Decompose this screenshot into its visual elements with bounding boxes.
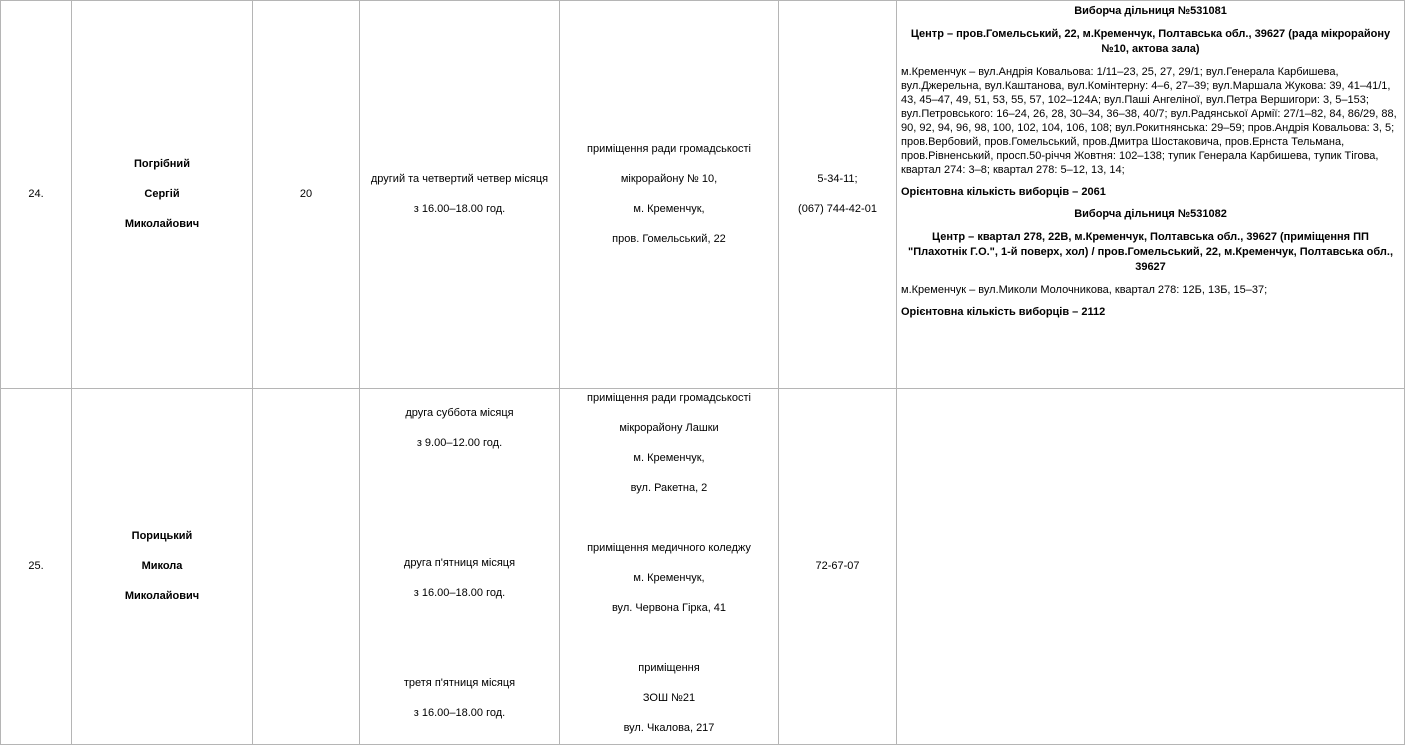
schedule-day: третя п'ятниця місяця — [403, 677, 516, 689]
voter-count: Орієнтовна кількість виборців – 2061 — [901, 186, 1106, 198]
place-line: приміщення — [638, 662, 700, 674]
station-addresses: м.Кременчук – вул.Миколи Молочникова, квартал 278: 12Б, 13Б, 15–37; — [901, 284, 1268, 296]
row-number-text: 24. — [28, 188, 44, 200]
station-center: Центр – квартал 278, 22В, м.Кременчук, Полтавська обл., 39627 (приміщення ПП "Плахотнік Г.О.", 1-й поверх, хол) / пров.Гомельський, 22, м.Кременчук, Полтавська обл., 39627 — [907, 231, 1394, 273]
row-number — [0, 0, 72, 389]
place-line: пров. Гомельський, 22 — [612, 233, 726, 245]
station-addresses: м.Кременчук – вул.Андрія Ковальова: 1/11–23, 25, 27, 29/1; вул.Генерала Карбишева, вул.Джерельна, вул.Каштанова, вул.Комінтерну: 4–6, 27–39; вул.Маршала Жукова: 39, 41–41/1, 43, 45–47, 49, 51, 53, 55, 57, 102–124А; вул.Паші Ангеліної, вул.Петра Вершигори: 3, 5–153; вул.Петровського: 16–24, 26, 28, 30–34, 36–38, 40/7; вул.Радянської Армії: 27/1–82, 84, 86/29, 88, 90, 92, 94, 96, 98, 100, 102, 104, 106, 108; вул.Рокитнянська: 29–59; пров.Андрія Ковальова: 3, 5; пров.Вербовий, пров.Гомельський, пров.Дмитра Шостаковича, пров.Ернста Тельмана, пров.Рівненський, просп.50-річчя Жовтня: 102–138; тупик Генерала Карбишева, тупик Тігова, квартал 274: 3–8; квартал 278: 5–12, 13, 14; — [901, 66, 1397, 176]
phone-number: (067) 744-42-01 — [798, 203, 877, 215]
row-number — [0, 388, 72, 745]
place-line: вул. Чкалова, 217 — [623, 722, 715, 734]
district-number — [252, 0, 360, 389]
first-name: Микола — [141, 560, 183, 572]
place-line: ЗОШ №21 — [642, 692, 696, 704]
surname: Погрібний — [134, 158, 190, 170]
deputy-name — [71, 0, 253, 389]
place-line: мікрорайону № 10, — [620, 173, 718, 185]
place-line: вул. Ракетна, 2 — [630, 482, 708, 494]
reception-schedule — [359, 388, 560, 745]
station-title: Виборча дільниця №531081 — [1074, 5, 1227, 17]
place-line: мікрорайону Лашки — [619, 422, 719, 434]
deputy-name — [71, 388, 253, 745]
schedule-day: друга суббота місяця — [405, 407, 514, 419]
district-number — [252, 388, 360, 745]
district-number-text: 20 — [299, 188, 313, 200]
schedule-time: з 16.00–18.00 год. — [413, 587, 506, 599]
patronymic: Миколайович — [124, 218, 200, 230]
phone-number: 72-67-07 — [815, 560, 860, 572]
schedule-time: з 16.00–18.00 год. — [413, 203, 506, 215]
place-line: м. Кременчук, — [633, 452, 705, 464]
place-line: м. Кременчук, — [633, 203, 705, 215]
place-line: приміщення медичного коледжу — [587, 542, 751, 554]
phone-cell — [778, 0, 897, 389]
reception-schedule — [359, 0, 560, 389]
first-name: Сергій — [144, 188, 180, 200]
station-title: Виборча дільниця №531082 — [1074, 208, 1227, 220]
schedule-day: другий та четвертий четвер місяця — [370, 173, 549, 185]
row-number-text: 25. — [28, 560, 44, 572]
place-line: приміщення ради громадськості — [587, 392, 751, 404]
polling-stations-info — [896, 388, 1405, 745]
surname: Порицький — [131, 530, 193, 542]
schedule-day: друга п'ятниця місяця — [403, 557, 516, 569]
patronymic: Миколайович — [124, 590, 200, 602]
station-center: Центр – пров.Гомельський, 22, м.Кременчук, Полтавська обл., 39627 (рада мікрорайону №10, актова зала) — [910, 28, 1391, 55]
polling-stations-info — [896, 0, 1405, 389]
place-line: м. Кременчук, — [633, 572, 705, 584]
place-line: приміщення ради громадськості — [587, 143, 751, 155]
voter-count: Орієнтовна кількість виборців – 2112 — [901, 306, 1106, 318]
reception-place — [559, 388, 779, 745]
phone-cell — [778, 388, 897, 745]
schedule-time: з 9.00–12.00 год. — [416, 437, 503, 449]
reception-place — [559, 0, 779, 389]
place-line: вул. Червона Гірка, 41 — [611, 602, 727, 614]
schedule-time: з 16.00–18.00 год. — [413, 707, 506, 719]
phone-number: 5-34-11; — [817, 173, 858, 185]
